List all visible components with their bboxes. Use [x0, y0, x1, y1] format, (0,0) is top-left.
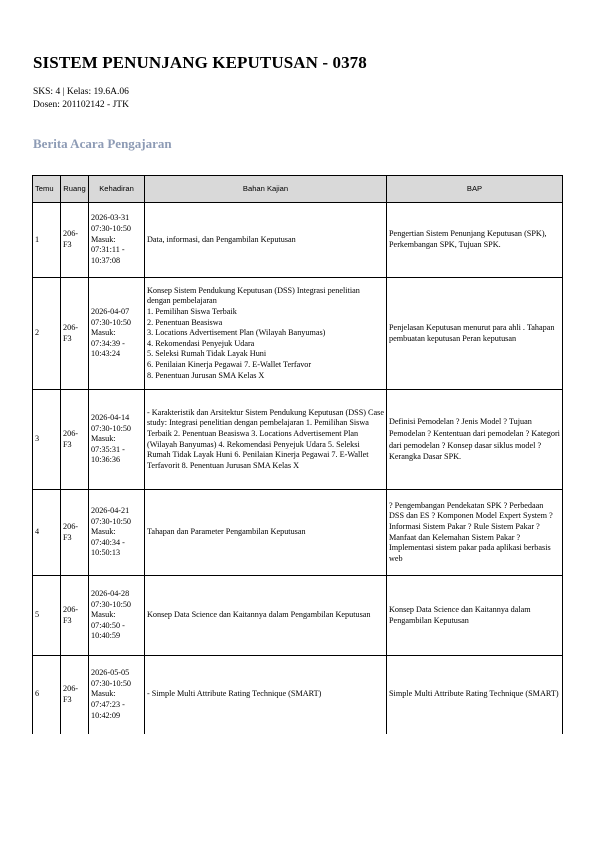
- cell-bahan-kajian: - Simple Multi Attribute Rating Technique (SMART): [145, 656, 387, 734]
- header-temu: Temu: [33, 176, 61, 203]
- cell-ruang: 206- F3: [61, 390, 89, 490]
- table-row: [33, 656, 563, 734]
- cell-kehadiran: 2026-04-21 07:30-10:50 Masuk: 07:40:34 - 10:50:13: [89, 490, 145, 576]
- cell-bahan-kajian: Konsep Data Science dan Kaitannya dalam Pengambilan Keputusan: [145, 576, 387, 656]
- cell-ruang: 206- F3: [61, 576, 89, 656]
- table-row: [33, 203, 563, 278]
- cell-temu: 2: [33, 278, 61, 390]
- cell-bap: Konsep Data Science dan Kaitannya dalam Pengambilan Keputusan: [387, 576, 563, 656]
- cell-bap: Pengertian Sistem Penunjang Keputusan (SPK), Perkembangan SPK, Tujuan SPK.: [387, 203, 563, 278]
- table-row: [33, 278, 563, 390]
- cell-ruang: 206- F3: [61, 278, 89, 390]
- cell-bahan-kajian: Tahapan dan Parameter Pengambilan Keputusan: [145, 490, 387, 576]
- course-info: SKS: 4 | Kelas: 19.6A.06: [33, 87, 129, 97]
- cell-bahan-kajian: Konsep Sistem Pendukung Keputusan (DSS) Integrasi penelitian dengan pembelajaran 1. Pemilihan Siswa Terbaik 2. Penentuan Beasiswa 3. Locations Advertisement Plan (Wilayah Banyumas) 4. Rekomendasi Penyejuk Udara 5. Seleksi Rumah Tidak Layak Huni 6. Penilaian Kinerja Pegawai 7. E-Wallet Terfavor 8. Penentuan Jurusan SMA Kelas X: [145, 278, 387, 390]
- cell-ruang: 206- F3: [61, 490, 89, 576]
- cell-bap: Simple Multi Attribute Rating Technique (SMART): [387, 656, 563, 734]
- cell-kehadiran: 2026-04-14 07:30-10:50 Masuk: 07:35:31 - 10:36:36: [89, 390, 145, 490]
- cell-temu: 1: [33, 203, 61, 278]
- cell-kehadiran: 2026-04-28 07:30-10:50 Masuk: 07:40:50 - 10:40:59: [89, 576, 145, 656]
- cell-kehadiran: 2026-03-31 07:30-10:50 Masuk: 07:31:11 - 10:37:08: [89, 203, 145, 278]
- cell-temu: 4: [33, 490, 61, 576]
- page-title: SISTEM PENUNJANG KEPUTUSAN - 0378: [33, 53, 367, 72]
- cell-ruang: 206- F3: [61, 656, 89, 734]
- cell-temu: 5: [33, 576, 61, 656]
- cell-bap: ? Pengembangan Pendekatan SPK ? Perbedaan DSS dan ES ? Komponen Model Expert System ? Informasi Sistem Pakar ? Rule Sistem Pakar ? Manfaat dan Kelemahan Sistem Pakar ? Implementasi sistem pakar pada aplikasi berbasis web: [387, 490, 563, 576]
- cell-ruang: 206- F3: [61, 203, 89, 278]
- table-row: [33, 490, 563, 576]
- cell-bahan-kajian: - Karakteristik dan Arsitektur Sistem Pendukung Keputusan (DSS) Case study: Integrasi penelitian dengan pembelajaran 1. Pemilihan Siswa Terbaik 2. Penentuan Beasiswa 3. Locations Advertisement Plan (Wilayah Banyumas) 4. Rekomendasi Penyejuk Udara 5. Seleksi Rumah Tidak Layak Huni 6. Penilaian Kinerja Pegawai 7. E-Wallet Terfavorit 8. Penentuan Jurusan SMA Kelas X: [145, 390, 387, 490]
- table-header-row: [33, 176, 563, 203]
- table-row: [33, 576, 563, 656]
- header-ruang: Ruang: [61, 176, 89, 203]
- cell-bap: Penjelasan Keputusan menurut para ahli . Tahapan pembuatan keputusan Peran keputusan: [387, 278, 563, 390]
- teaching-record-table: [32, 175, 563, 734]
- lecturer-info: Dosen: 201102142 - JTK: [33, 100, 129, 110]
- cell-bap: Definisi Pemodelan ? Jenis Model ? Tujuan Pemodelan ? Kententuan dari pemodelan ? Kategori dari pemodelan ? Konsep dasar siklus model ? Kerangka Dasar SPK.: [387, 390, 563, 490]
- section-title: Berita Acara Pengajaran: [33, 136, 172, 151]
- cell-temu: 3: [33, 390, 61, 490]
- cell-temu: 6: [33, 656, 61, 734]
- cell-bahan-kajian: Data, informasi, dan Pengambilan Keputusan: [145, 203, 387, 278]
- table-row: [33, 390, 563, 490]
- header-bap: BAP: [387, 176, 563, 203]
- cell-kehadiran: 2026-04-07 07:30-10:50 Masuk: 07:34:39 - 10:43:24: [89, 278, 145, 390]
- header-bahan-kajian: Bahan Kajian: [145, 176, 387, 203]
- cell-kehadiran: 2026-05-05 07:30-10:50 Masuk: 07:47:23 - 10:42:09: [89, 656, 145, 734]
- header-kehadiran: Kehadiran: [89, 176, 145, 203]
